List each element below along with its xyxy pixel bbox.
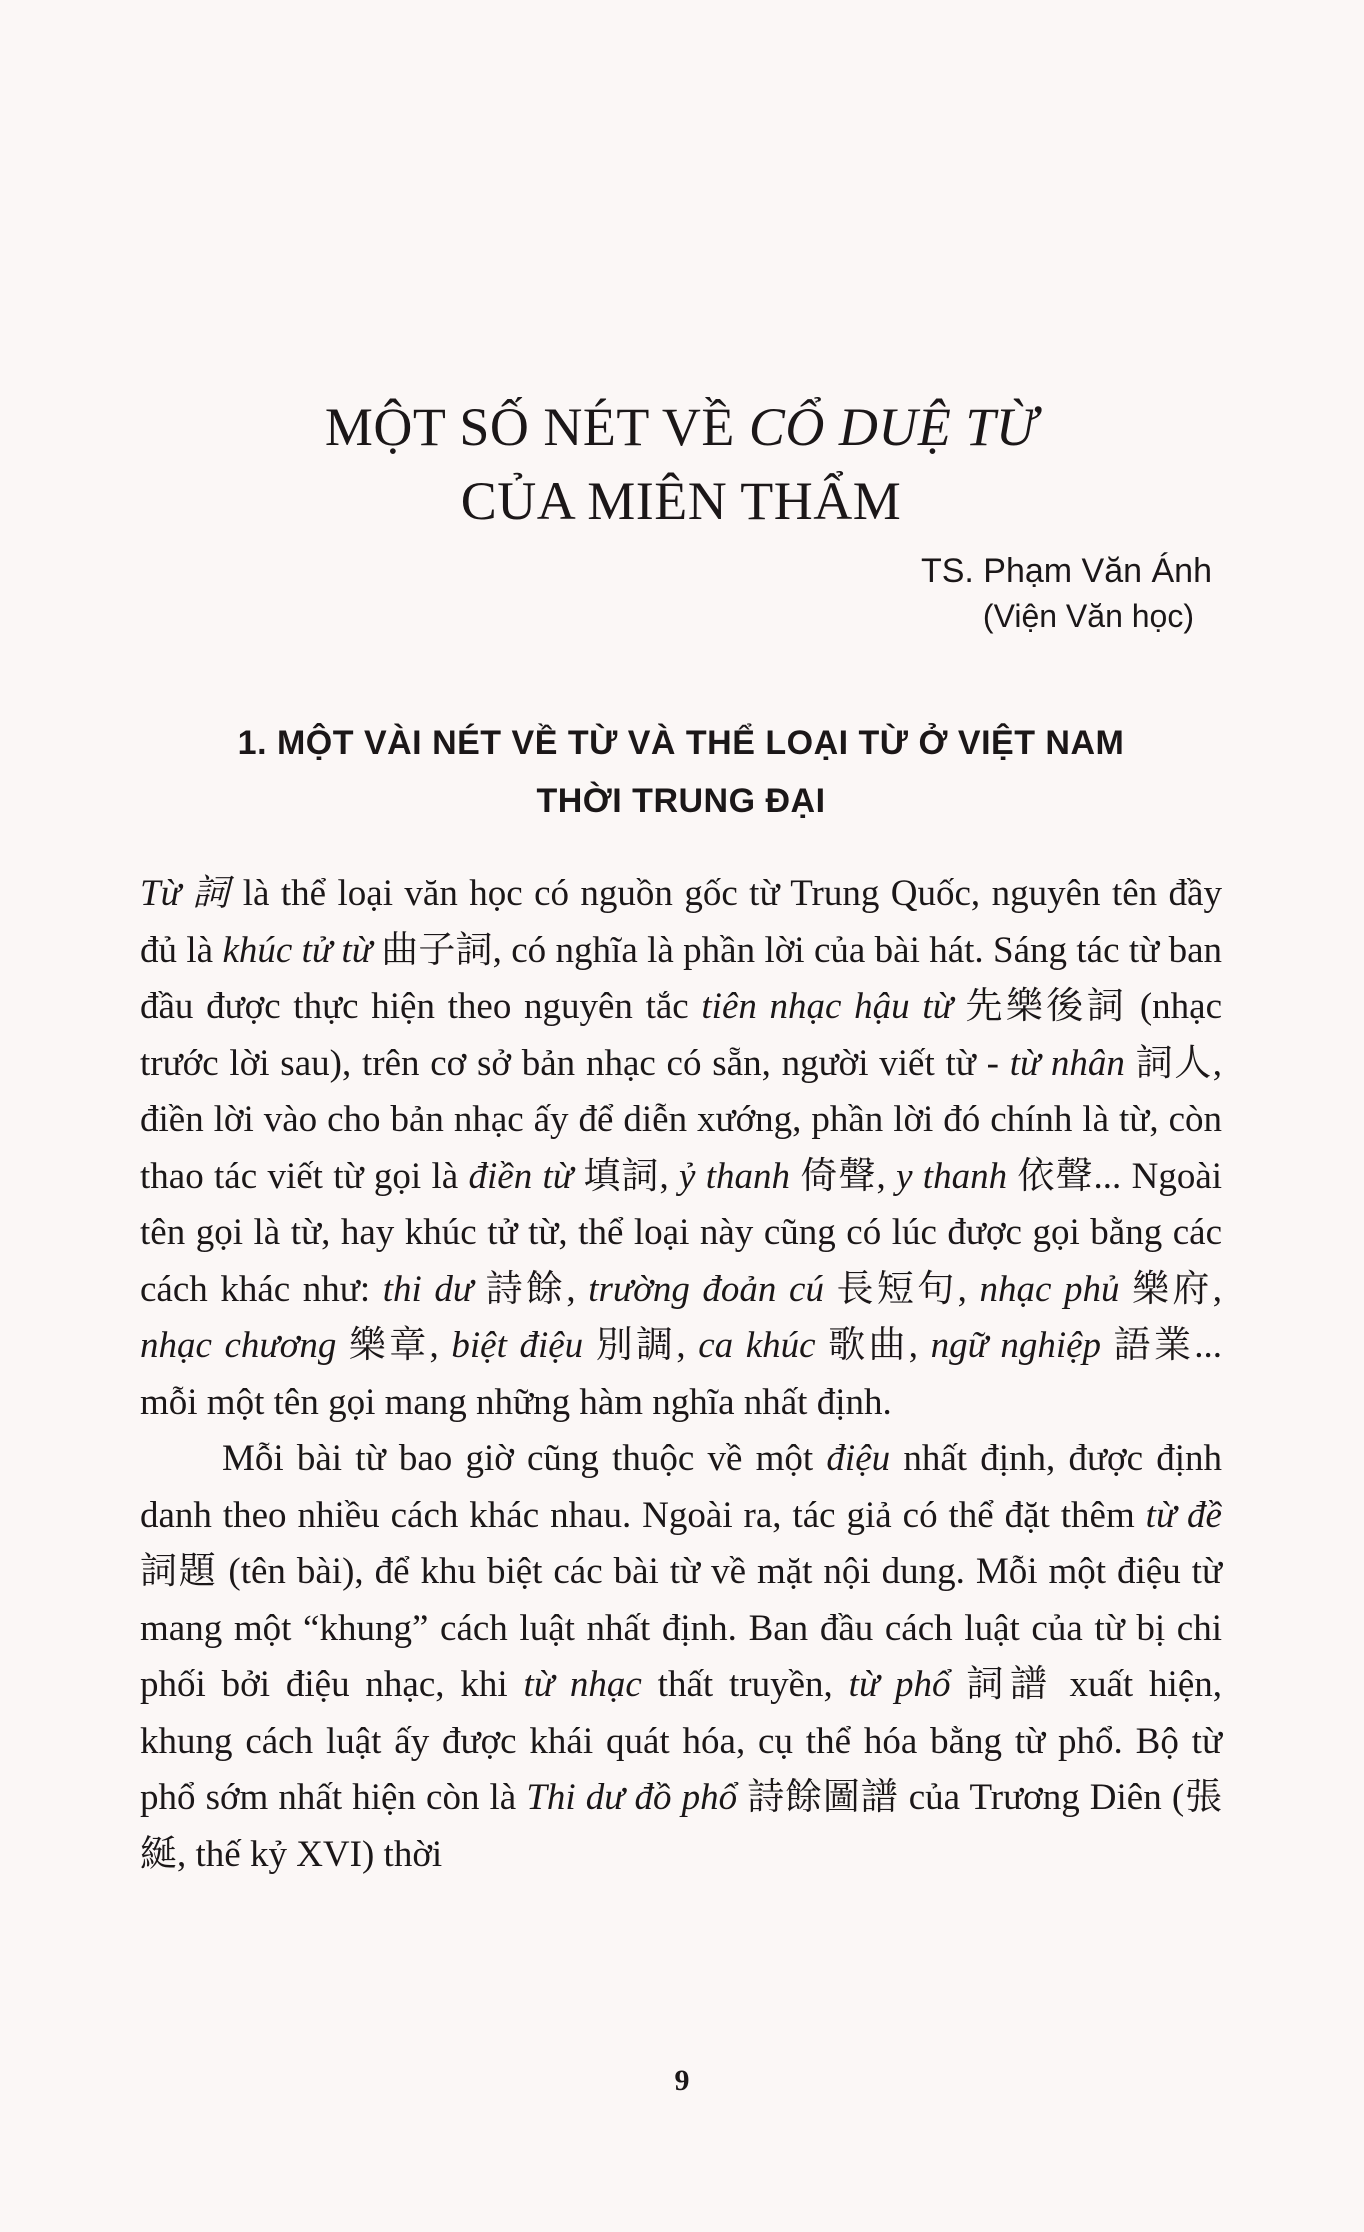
italic-term: ngữ nghiệp — [930, 1325, 1102, 1366]
italic-term: nhạc chương — [140, 1325, 337, 1366]
italic-term: từ phổ — [848, 1664, 951, 1705]
text-run: 曲子詞, có nghĩa là phần lời của bài hát. Sáng tác từ ban đầu được thực hiện theo nguyên tắc — [140, 929, 1223, 1027]
paragraph-1 — [140, 866, 1222, 1431]
text-run: 倚聲, — [790, 1155, 897, 1197]
italic-term: y thanh — [896, 1155, 1008, 1197]
text-run: 語業... mỗi một tên gọi mang những hàm nghĩa nhất định. — [140, 1325, 1223, 1423]
text-run: Mỗi bài từ bao giờ cũng thuộc về một — [222, 1438, 827, 1479]
italic-term: ca khúc — [698, 1325, 816, 1366]
text-run: nhất định, được định danh theo nhiều cách khác nhau. Ngoài ra, tác giả có thể đặt thêm — [140, 1438, 1222, 1536]
italic-term: từ nhân — [1009, 1042, 1125, 1084]
page-number: 9 — [674, 2064, 690, 2097]
text-run: 詞人, điền lời vào cho bản nhạc ấy để diễn xướng, phần lời đó chính là từ, còn thao tác viết từ gọi là — [140, 1042, 1222, 1197]
book-page — [140, 80, 1222, 1883]
section-heading-line-2: THỜI TRUNG ĐẠI — [536, 782, 826, 820]
text-run: 依聲... Ngoài tên gọi là từ, hay khúc tử từ, thể loại này cũng có lúc được gọi bằng các cách khác như: — [140, 1155, 1223, 1310]
article-title — [140, 390, 1222, 538]
italic-term: khúc tử từ — [222, 929, 372, 971]
text-run: 詩餘, — [473, 1268, 589, 1310]
text-run: 別調, — [583, 1325, 699, 1366]
text-run: 詩餘圖譜 của Trương Diên (張綖, thế kỷ XVI) thời — [140, 1777, 1222, 1875]
italic-term: ỷ thanh — [679, 1155, 791, 1197]
text-run: 樂章, — [336, 1325, 452, 1366]
text-run: 歌曲, — [815, 1325, 931, 1366]
italic-term: từ đề — [1145, 1494, 1222, 1536]
text-run: 填詞, — [573, 1155, 680, 1197]
italic-term: từ nhạc — [523, 1664, 642, 1705]
title-line-2: CỦA MIÊN THẨM — [460, 471, 902, 531]
text-run: thất truyền, — [641, 1664, 849, 1705]
italic-term: Từ 詞 — [140, 873, 232, 914]
italic-term: trường đoản cú — [588, 1268, 824, 1310]
italic-term: nhạc phủ — [979, 1268, 1120, 1310]
title-prefix: MỘT SỐ NÉT VỀ — [324, 397, 735, 457]
italic-term: tiên nhạc hậu từ — [701, 986, 953, 1027]
text-run: 長短句, — [823, 1268, 980, 1310]
title-line-1 — [140, 390, 1222, 464]
author-affiliation: (Viện Văn học) — [982, 598, 1194, 634]
italic-term: thi dư — [382, 1268, 474, 1310]
italic-term: Thi dư đồ phổ — [526, 1777, 738, 1818]
paragraph-2 — [140, 1431, 1222, 1883]
italic-term: điền từ — [468, 1155, 573, 1197]
section-heading — [140, 714, 1222, 830]
body-text — [140, 866, 1222, 1883]
text-run: 先樂後詞 (nhạc trước lời sau), trên cơ sở bản nhạc có sẵn, người viết từ - — [140, 986, 1222, 1084]
section-heading-line-1: 1. MỘT VÀI NÉT VỀ TỪ VÀ THỂ LOẠI TỪ Ở VIỆT NAM — [237, 724, 1125, 762]
text-run: 詞譜 xuất hiện, khung cách luật ấy được khái quát hóa, cụ thể hóa bằng từ phổ. Bộ từ phổ sớm nhất hiện còn là — [140, 1664, 1222, 1818]
italic-term: biệt điệu — [451, 1325, 584, 1366]
text-run: 詞題 (tên bài), để khu biệt các bài từ về mặt nội dung. Mỗi một điệu từ mang một “khung” cách luật nhất định. Ban đầu cách luật của từ bị chi phối bởi điệu nhạc, khi — [140, 1551, 1222, 1705]
author-name: TS. Phạm Văn Ánh — [920, 552, 1212, 590]
text-run: 樂府, — [1119, 1268, 1223, 1310]
text-run: là thể loại văn học có nguồn gốc từ Trung Quốc, nguyên tên đầy đủ là — [140, 873, 1222, 971]
italic-term: điệu — [826, 1438, 891, 1479]
title-italic-term: CỔ DUỆ TỪ — [748, 397, 1038, 457]
